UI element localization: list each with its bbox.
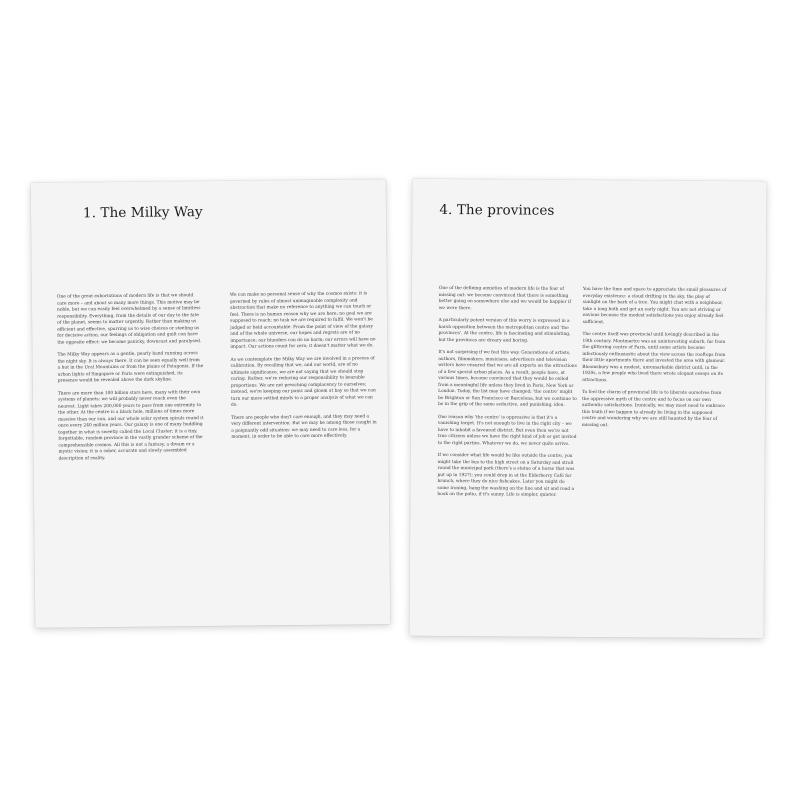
- paragraph: The Milky Way appears as a gentle, pearly band running across the night sky. It is always there. It can be seen equally well from a hut in the Ural Mountains or from the plains of Patagonia. If the urban lights of Singapore or Paris were extinguished, its presence would be revealed above the dark skyline.: [57, 351, 204, 384]
- text-column-left: [57, 293, 205, 469]
- paragraph: We can make no personal sense of why the cosmos exists: it is governed by rules of almost unimaginable complexity and abstraction that make no reference to anything we can touch or feel. There is no human reason why we are here; no goal we are supposed to reach; no task we are required to fulfil. We won't be judged or held accountable. From the point of view of the galaxy and of the whole universe, our hopes and regrets are of no importance; our blunders can do no harm; our errors will have no impact. Our actions count for zero; it doesn't matter what we do.: [229, 291, 376, 350]
- paragraph: One of the great exhortations of modern life is that we should care more – and about so many more things. This motive may be noble, but we can easily feel overwhelmed by a sense of limitless responsibility. Everything, from the details of our day to the fate of the planet, seems to matter urgently. Rather than making us efficient and effective, spurring us to wise choices or steeling us for decisive action, our feelings of obligation and guilt can have the opposite effect: we become panicky, downcast and paralysed.: [56, 293, 202, 346]
- text-column-left: [437, 286, 578, 505]
- paragraph: One of the defining anxieties of modern life is the fear of missing out: we become convinced that there is something better going on somewhere else and we would be happier if we were there.: [438, 285, 571, 311]
- text-column-right: [230, 291, 378, 447]
- right-page: [409, 179, 766, 638]
- left-page: [31, 179, 391, 628]
- paragraph: There are more than 100 billion stars here, many with their own systems of planets; we will probably never reach even the nearest. Light takes 200,000 years to pass from one extremity to the other. At the centre is a black hole, millions of times more massive than our sun, and our whole solar system spirals round it once every 240 million years. Our galaxy is one of many huddling together in what is sweetly called the Local Cluster; it is a tiny, forgettable, random province in the vastly grander scheme of the comprehensible cosmos. All this is not a fantasy, a dream or a mystic vision; it is a sober, accurate and slowly assembled description of reality.: [57, 389, 204, 462]
- paragraph: If we consider what life would be like outside the centre, you might take the bus to the high street on a Saturday and stroll round the municipal park (there's a statue of a horse that was put up in 1927); you could drop in at the Elderberry Café for brunch, where they do nice fishcakes. Later you might do some ironing, hang the washing on the line and sit and read a book on the patio, if it's sunny. Life is simpler, quieter.: [437, 452, 575, 498]
- page-title: 4. The provinces: [439, 201, 555, 219]
- paragraph: One reason why 'the centre' is oppressive is that it's a vanishing target. It's not enough to live in the right city – we have to inhabit a favoured district. But even then we're not true citizens unless we have the right kind of job or get invited to the right parties. Whatever we do, we never quite arrive.: [437, 414, 577, 447]
- paragraph: It's not surprising if we feel this way. Generations of artists, authors, filmmakers, musicians, advertisers and television writers have ensured that we are all experts on the attractions of a few special urban places. As a result, people have, at various times, become convinced that they would be exiled from a meaningful life unless they lived in Paris, New York or London. Today, the list may have changed; 'the centre' might be Brighton or San Francisco or Barcelona, but we continue to be in the grip of the same seductive, and punishing, idea.: [438, 349, 577, 408]
- paragraph: To feel the charm of provincial life is to liberate ourselves from the oppressive myth of the centre and to focus on our own authentic satisfactions. Ironically, we may most need to embrace this truth if we happen to already be living in the supposed centre and wondering why we are still haunted by the fear of missing out.: [581, 389, 725, 428]
- paragraph: As we contemplate the Milky Way we are involved in a process of calibration. By recalling that we, and our world, are of no ultimate significance, we are not saying that we should stop caring. Rather, we're reducing our responsibility to bearable proportions. We are not preaching complacency to ourselves; instead, we're keeping our panic and gloom at bay so that we can turn our more settled minds to a proper analysis of what we can do.: [230, 355, 376, 408]
- paragraph: There are people who don't care enough, and they may need a very different intervention. But we may be among those caught in a poignantly odd situation: we may need to care less, for a moment, in order to be able to care more effectively.: [231, 413, 377, 440]
- paragraph: The centre itself was provincial until lovingly described in the 19th century. Montmartre was an uninteresting suburb, far from the glittering centre of Paris, until some artists became infectiously enthusiastic about the view across the rooftops from their little apartments there and invested the area with glamour. Bloomsbury was a modest, unremarkable district until, in the 1920s, a few people who lived there wrote elegant essays on its attractions.: [582, 331, 726, 383]
- paragraph: A particularly potent version of this worry is expressed in a harsh opposition between the metropolitan centre and 'the provinces'. At the centre, life is fascinating and stimulating, but the provinces are dreary and boring.: [438, 317, 571, 344]
- text-column-right: [582, 287, 729, 436]
- page-title: 1. The Milky Way: [82, 204, 203, 222]
- paragraph: You have the time and space to appreciate the small pleasures of everyday existence: a cloud drifting in the sky, the play of sunlight on the bark of a tree. You might chat with a neighbour, take a long bath and get an early night. You are not striving or envious because the modest satisfactions you enjoy already feel sufficient.: [582, 286, 727, 325]
